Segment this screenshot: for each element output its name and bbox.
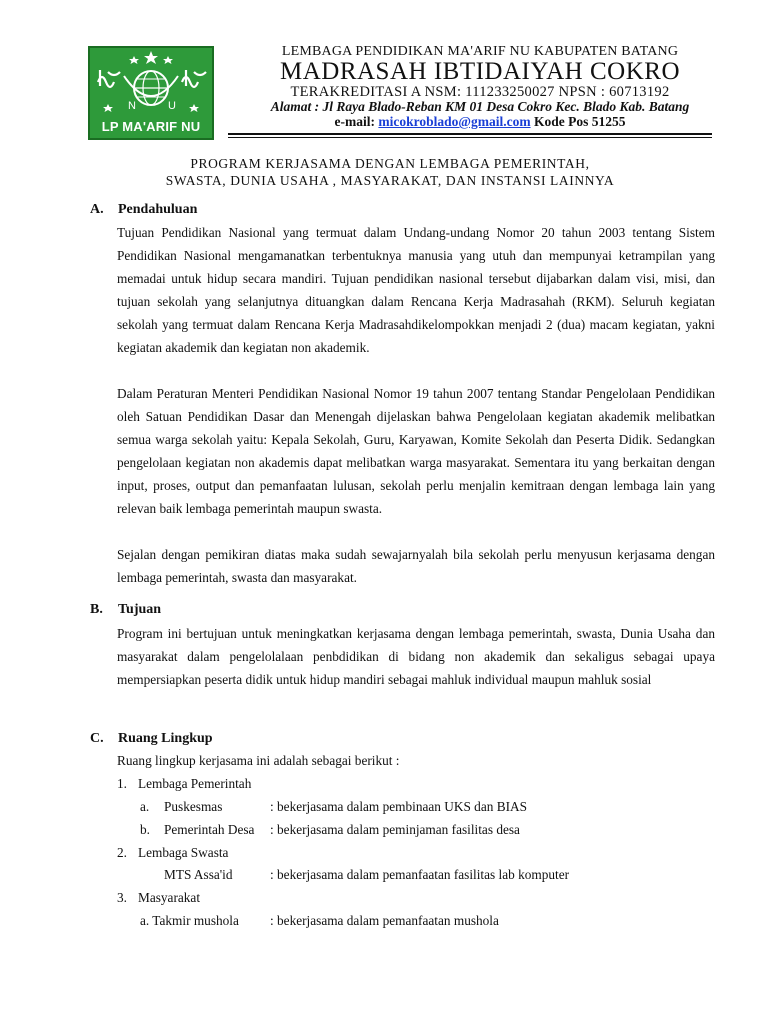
school-name: MADRASAH IBTIDAIYAH COKRO [279, 58, 680, 85]
section-c-title: Ruang Lingkup [118, 731, 213, 746]
logo-letter-n: N [128, 100, 136, 112]
section-a-paragraph-3: Sejalan dengan pemikiran diatas maka sudah sewajarnyalah bila sekolah perlu menyusun kerjasama dengan lembaga pemerintah, swasta dan masyarakat. [117, 547, 715, 585]
partner-desc-takmir-mushola: : bekerjasama dalam pemanfaatan mushola [270, 913, 499, 928]
accreditation-line: TERAKREDITASI A NSM: 111233250027 NPSN : 60713192 [290, 84, 670, 100]
list-number-1: 1. [117, 776, 127, 791]
partner-desc-mts-assaid: : bekerjasama dalam pemanfaatan fasilitas lab komputer [270, 867, 570, 882]
group-community-label: Masyarakat [138, 890, 201, 905]
scope-intro: Ruang lingkup kerjasama ini adalah sebagai berikut : [117, 753, 400, 768]
header-divider-thin [228, 137, 712, 138]
section-a-title: Pendahuluan [118, 202, 198, 217]
email-link[interactable]: micokroblado@gmail.com [378, 114, 531, 129]
document-title-line1: PROGRAM KERJASAMA DENGAN LEMBAGA PEMERINTAH, [190, 156, 590, 171]
section-c-number: C. [90, 731, 104, 746]
email-label: e-mail: [334, 114, 376, 129]
institution-name: LEMBAGA PENDIDIKAN MA'ARIF NU KABUPATEN BATANG [281, 44, 679, 59]
partner-name-puskesmas: Puskesmas [164, 799, 223, 814]
section-b-title: Tujuan [118, 602, 162, 617]
section-b-heading [90, 602, 161, 618]
partner-desc-puskesmas: : bekerjasama dalam pembinaan UKS dan BIAS [270, 799, 528, 814]
section-a-paragraph-2: Dalam Peraturan Menteri Pendidikan Nasional Nomor 19 tahun 2007 tentang Standar Pengelolaan Pendidikan oleh Satuan Pendidikan Dasar dan Menengah dijelaskan bahwa Pengelolaan kegiatan akademik melibatkan semua warga sekolah yaitu: Kepala Sekolah, Guru, Karyawan, Komite Sekolah dan Peserta Didik. Sedangkan pengelolaan kegiatan non akademis dapat melibatkan warga masyarakat. Sementara itu yang berkaitan dengan input, proses, output dan pemanfaatan lulusan, sekolah perlu menjalin kemitraan dengan lembaga lain yang relevan baik lembaga pemerintah maupun swasta. [117, 386, 715, 516]
section-b-number: B. [90, 602, 103, 617]
lp-maarif-nu-logo [88, 46, 214, 140]
partner-name-takmir-mushola: a. Takmir mushola [140, 913, 239, 928]
nu-emblem-icon [90, 48, 212, 118]
group-government-label: Lembaga Pemerintah [138, 776, 252, 791]
list-number-3: 3. [117, 890, 127, 905]
header-divider [228, 133, 712, 135]
group-private-label: Lembaga Swasta [138, 845, 229, 860]
list-number-2: 2. [117, 845, 127, 860]
section-a-heading [90, 202, 197, 218]
postal-code: Kode Pos 51255 [533, 114, 626, 129]
list-letter-b: b. [140, 822, 150, 837]
section-a-number: A. [90, 202, 104, 217]
list-letter-a: a. [140, 799, 150, 814]
document-title-line2: SWASTA, DUNIA USAHA , MASYARAKAT, DAN INSTANSI LAINNYA [165, 173, 615, 188]
contact-line [220, 114, 740, 130]
logo-text: LP MA'ARIF NU [101, 119, 201, 134]
partner-name-pemerintah-desa: Pemerintah Desa [164, 822, 255, 837]
section-a-paragraph-1: Tujuan Pendidikan Nasional yang termuat dalam Undang-undang Nomor 20 tahun 2003 tentang Sistem Pendidikan Nasional mengamanatkan terbentuknya manusia yang utuh dan mempunyai ketrampilan yang memadai untuk hidup secara mandiri. Tujuan pendidikan nasional tersebut dijabarkan dalam visi, misi, dan tujuan sekolah yang selanjutnya dituangkan dalam Rencana Kerja Madrasahah (RKM). Seluruh kegiatan sekolah yang termuat dalam Rencana Kerja Madrasahdikelompokkan menjadi 2 (dua) macam kegiatan, yakni kegiatan akademik dan kegiatan non akademik. [117, 225, 715, 355]
address-line: Alamat : Jl Raya Blado-Reban KM 01 Desa Cokro Kec. Blado Kab. Batang [270, 99, 690, 114]
partner-name-mts-assaid: MTS Assa'id [164, 867, 233, 882]
section-c-heading [90, 731, 213, 747]
partner-desc-pemerintah-desa: : bekerjasama dalam peminjaman fasilitas desa [270, 822, 520, 837]
section-b-paragraph: Program ini bertujuan untuk meningkatkan kerjasama dengan lembaga pemerintah, swasta, Dunia Usaha dan masyarakat dalam pengelolalaan penbdidikan di bidang non akademik dan sekaligus sebagai upaya mempersiapkan peserta didik untuk hidup mandiri sebagai mahluk individual maupun mahluk sosial [117, 626, 715, 687]
logo-letter-u: U [168, 100, 176, 112]
